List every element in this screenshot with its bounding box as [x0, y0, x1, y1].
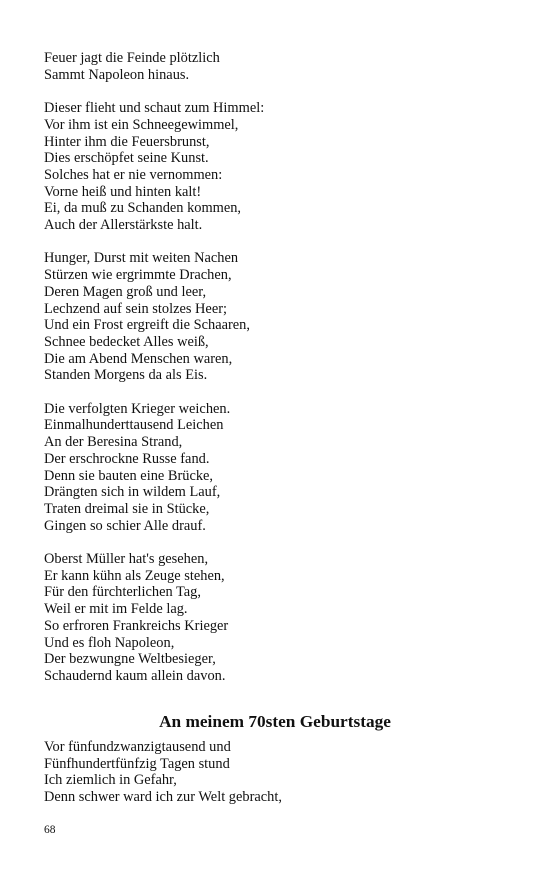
poem-line: Feuer jagt die Feinde plötzlich: [44, 50, 220, 66]
poem-line: Auch der Allerstärkste halt.: [44, 217, 203, 234]
poem-line: Denn schwer ward ich zur Welt gebracht,: [44, 789, 282, 806]
poem-line: Schnee bedecket Alles weiß,: [44, 333, 209, 350]
stanza-1: [44, 50, 514, 83]
poem-line: An der Beresina Strand,: [44, 434, 183, 451]
next-poem: [44, 739, 514, 806]
poem-line: Die am Abend Menschen waren,: [44, 350, 233, 367]
poem-line: Solches hat er nie vernommen:: [44, 166, 223, 183]
poem-line: Vor fünfundzwanzigtausend und: [44, 739, 231, 755]
poem-line: Standen Morgens da als Eis.: [44, 367, 208, 384]
poem-line: Dies erschöpfet seine Kunst.: [44, 150, 209, 167]
poem-line: Einmalhunderttausend Leichen: [44, 417, 224, 434]
poem-title: An meinem 70sten Geburtstage: [159, 712, 391, 731]
poem-line: Und ein Frost ergreift die Schaaren,: [44, 317, 250, 334]
poem-continued: [44, 50, 514, 701]
poem-line: Gingen so schier Alle drauf.: [44, 517, 206, 534]
poem-line: Dieser flieht und schaut zum Himmel:: [44, 100, 265, 117]
poem-line: Ich ziemlich in Gefahr,: [44, 772, 177, 789]
poem-line: Drängten sich in wildem Lauf,: [44, 484, 221, 501]
poem-line: Der bezwungne Weltbesieger,: [44, 651, 216, 668]
poem-line: Schaudernd kaum allein davon.: [44, 667, 226, 684]
poem-line: Die verfolgten Krieger weichen.: [44, 400, 231, 417]
poem-line: Er kann kühn als Zeuge stehen,: [44, 567, 225, 584]
poem-line: Traten dreimal sie in Stücke,: [44, 500, 210, 517]
page-number: 68: [44, 824, 56, 836]
poem-line: So erfroren Frankreichs Krieger: [44, 617, 229, 634]
poem-line: Für den fürchterlichen Tag,: [44, 584, 201, 601]
stanza-2: [44, 100, 514, 234]
poem-line: Hunger, Durst mit weiten Nachen: [44, 250, 239, 267]
poem-line: Deren Magen groß und leer,: [44, 283, 207, 300]
poem-line: Ei, da muß zu Schanden kommen,: [44, 200, 242, 217]
poem-line: Denn sie bauten eine Brücke,: [44, 467, 214, 484]
poem-line: Vor ihm ist ein Schneegewimmel,: [44, 116, 239, 133]
stanza-3: [44, 250, 514, 384]
poem-line: Weil er mit im Felde lag.: [44, 601, 188, 618]
stanza-4: [44, 401, 514, 535]
poem-line: Hinter ihm die Feuersbrunst,: [44, 133, 210, 150]
stanza-5: [44, 551, 514, 685]
poem-line: Vorne heiß und hinten kalt!: [44, 183, 202, 200]
poem-line: Stürzen wie ergrimmte Drachen,: [44, 267, 232, 284]
poem-line: Sammt Napoleon hinaus.: [44, 66, 190, 83]
poem-line: Oberst Müller hat's gesehen,: [44, 551, 209, 568]
poem-line: Und es floh Napoleon,: [44, 634, 175, 651]
poem-line: Der erschrockne Russe fand.: [44, 450, 210, 467]
poem-line: Lechzend auf sein stolzes Heer;: [44, 300, 227, 317]
poem-line: Fünfhundertfünfzig Tagen stund: [44, 755, 230, 772]
